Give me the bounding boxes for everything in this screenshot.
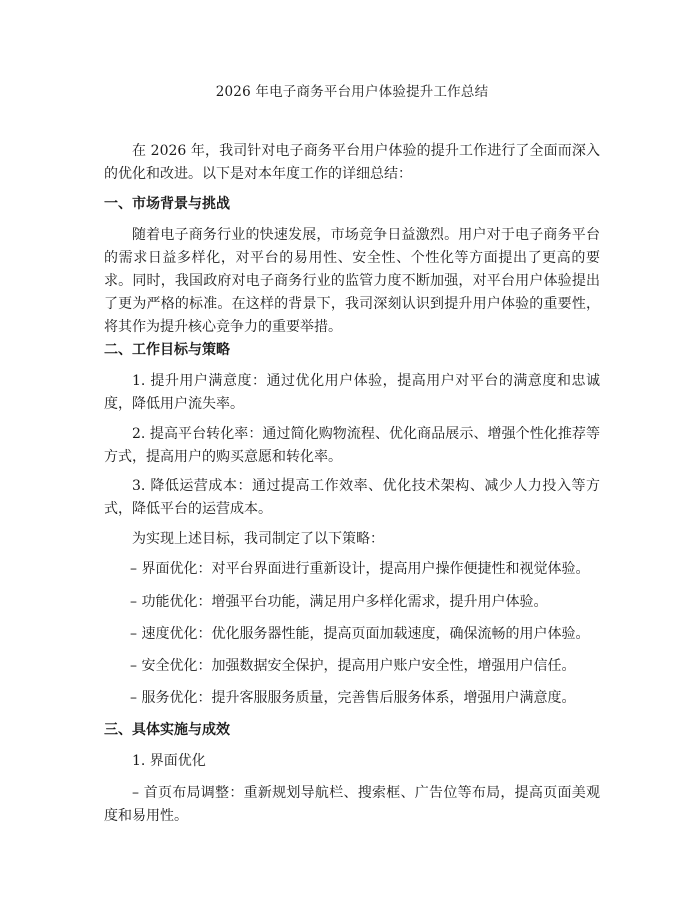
intro-paragraph: 在 2026 年，我司针对电子商务平台用户体验的提升工作进行了全面而深入的优化和改进。以下是对本年度工作的详细总结：: [104, 143, 600, 182]
goal-item-1: 1. 提升用户满意度：通过优化用户体验，提高用户对平台的满意度和忠诚度，降低用户流失率。: [104, 373, 600, 412]
strategy-item-1: – 界面优化：对平台界面进行重新设计，提高用户操作便捷性和视觉体验。: [130, 561, 590, 577]
section-heading-3: 三、具体实施与成效: [104, 722, 230, 738]
section-heading-2: 二、工作目标与策略: [104, 342, 230, 358]
subsection-heading: 1. 界面优化: [132, 753, 206, 769]
strategy-item-4: – 安全优化：加强数据安全保护，提高用户账户安全性，增强用户信任。: [130, 658, 576, 674]
implementation-item-1: – 首页布局调整：重新规划导航栏、搜索框、广告位等布局，提高页面美观度和易用性。: [104, 785, 600, 824]
goal-item-2: 2. 提高平台转化率：通过简化购物流程、优化商品展示、增强个性化推荐等方式，提高用户的购买意愿和转化率。: [104, 426, 600, 465]
section-1-paragraph: 随着电子商务行业的快速发展，市场竞争日益激烈。用户对于电子商务平台的需求日益多样化，对平台的易用性、安全性、个性化等方面提出了更高的要求。同时，我国政府对电子商务行业的监管力度不断加强，对平台用户体验提出了更为严格的标准。在这样的背景下，我司深刻认识到提升用户体验的重要性，将其作为提升核心竞争力的重要举措。: [104, 227, 600, 335]
document-title: 2026 年电子商务平台用户体验提升工作总结: [215, 84, 489, 100]
goal-item-3: 3. 降低运营成本：通过提高工作效率、优化技术架构、减少人力投入等方式，降低平台的运营成本。: [104, 478, 600, 517]
strategy-intro: 为实现上述目标，我司制定了以下策略：: [132, 531, 384, 547]
strategy-item-5: – 服务优化：提升客服服务质量，完善售后服务体系，增强用户满意度。: [130, 690, 576, 706]
section-heading-1: 一、市场背景与挑战: [104, 196, 230, 212]
strategy-item-2: – 功能优化：增强平台功能，满足用户多样化需求，提升用户体验。: [130, 594, 548, 610]
strategy-item-3: – 速度优化：优化服务器性能，提高页面加载速度，确保流畅的用户体验。: [130, 626, 590, 642]
